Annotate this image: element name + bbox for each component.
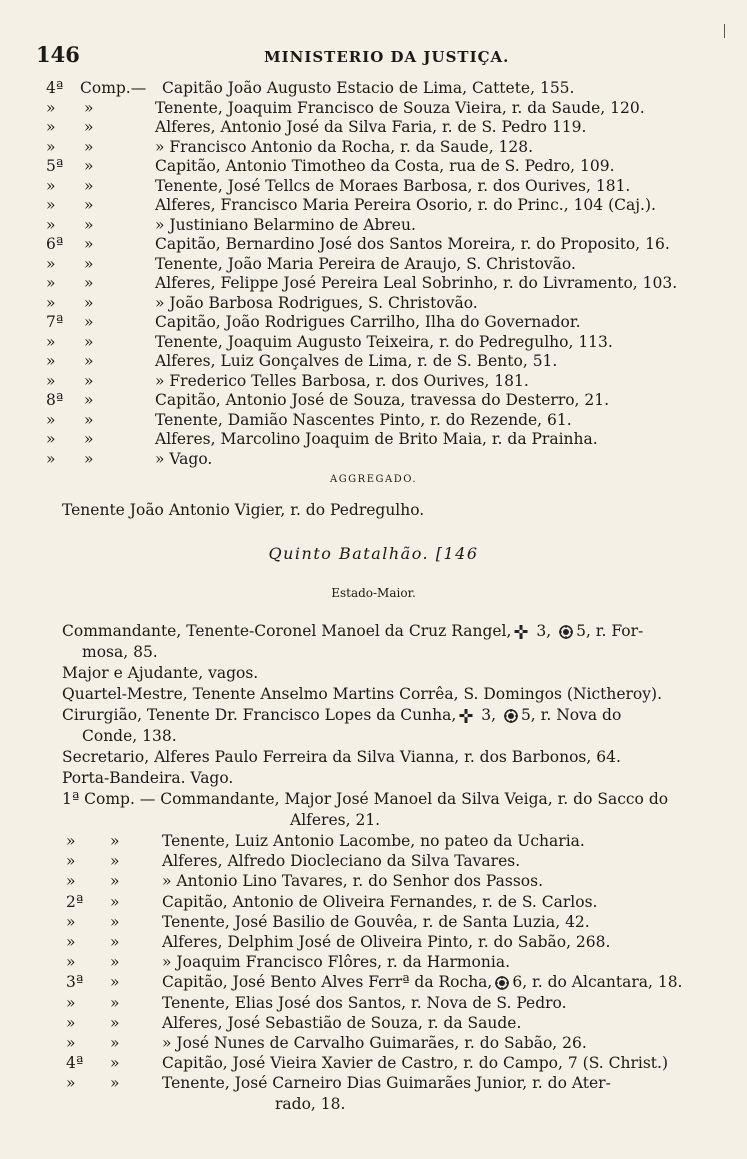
company-number: » [66,1034,76,1052]
staff-text-part: Cirurgião, Tenente Dr. Francisco Lopes da Cunha, [62,706,457,724]
company-number: » [46,449,56,468]
entry-text-part: Alferes, Antonio José da Silva Faria, r. de S. Pedro 119. [155,118,587,136]
ditto-mark: » [84,293,94,312]
company-number: 7ª [46,313,64,331]
entry-text-part: » Frederico Telles Barbosa, r. dos Ourives, 181. [155,371,529,390]
entry-text-part: Tenente, José Tellcs de Moraes Barbosa, r. dos Ourives, 181. [155,176,631,195]
page-number: 146 [36,42,80,67]
entry-text-part: Tenente, Luiz Antonio Lacombe, no pateo da Ucharia. [162,832,585,850]
entry-text-part: Tenente, Elias José dos Santos, r. Nova de S. Pedro. [162,993,567,1012]
ditto-mark: » [84,235,94,253]
entry-text [162,1013,521,1033]
cross-icon [458,708,474,724]
entry-text [162,831,585,851]
ditto-mark: » [84,118,94,136]
ditto-mark: » [110,973,120,992]
staff-text-part: Alferes, 21. [290,811,381,829]
entry-text-part: Tenente, José Carneiro Dias Guimarães Junior, r. do Ater- [162,1074,611,1093]
company-number: » [46,430,56,448]
company-number: » [46,352,56,370]
company-number: 5ª [46,157,64,175]
ditto-mark: » [84,371,94,390]
entry-text-part: Capitão João Augusto Estacio de Lima, Cattete, 155. [162,79,575,97]
company-number: » [46,118,56,136]
entry-text [162,1053,668,1073]
ditto-mark: » [84,98,94,117]
company-number: » [66,1013,76,1032]
entry-text [162,1073,611,1093]
entry-text [155,410,572,430]
company-number: 3ª [66,973,84,992]
order-rose-icon [494,975,510,991]
battalion-title: Quinto Batalhão. [146 [268,544,479,563]
staff-entry [62,663,258,683]
ditto-mark: » [110,1034,120,1052]
company-number: 8ª [46,391,64,409]
company-number: 6ª [46,235,64,253]
entry-text [155,156,615,176]
company-number: » [66,1074,76,1093]
staff-entry [62,705,621,725]
company-number: » [66,993,76,1012]
ditto-mark: » [110,872,120,891]
staff-entry [62,789,668,809]
ditto-mark: » [84,391,94,409]
entry-text [155,234,670,254]
company-number: » [66,852,76,871]
entry-text [155,254,576,274]
entry-text-part: Capitão, Antonio Timotheo da Costa, rua de S. Pedro, 109. [155,157,615,175]
entry-text-part: Capitão, Bernardino José dos Santos Moreira, r. do Proposito, 16. [155,235,670,253]
company-number: » [46,293,56,312]
ditto-mark: » [84,254,94,273]
entry-text-part: Capitão, João Rodrigues Carrilho, Ilha do Governador. [155,313,581,331]
entry-text [162,1033,587,1053]
staff-text-part: 1ª Comp. — Commandante, Major José Manoel da Silva Veiga, r. do Sacco do [62,790,669,808]
entry-text [155,351,557,371]
staff-entry [62,684,662,704]
staff-text-part: 3, [476,706,501,724]
entry-text-part: Alferes, Francisco Maria Pereira Osorio, r. do Princ., 104 (Caj.). [155,196,656,214]
ditto-mark: » [84,176,94,195]
staff-text-part: Quartel-Mestre, Tenente Anselmo Martins Corrêa, S. Domingos (Nictheroy). [62,685,662,703]
entry-text [155,273,677,293]
entry-text-part: Tenente, Joaquim Francisco de Souza Vieira, r. da Saude, 120. [155,98,645,117]
company-number: » [46,176,56,195]
company-number: 4ª [66,1054,84,1073]
entry-text-part: Capitão, Antonio José de Souza, travessa do Desterro, 21. [155,391,610,409]
company-number: » [46,254,56,273]
company-number: » [46,215,56,234]
staff-heading: Estado-Maior. [331,586,416,600]
staff-text-part: 5, r. For- [576,622,644,640]
company-number: » [66,872,76,891]
entry-text-part: Alferes, Luiz Gonçalves de Lima, r. de S. Bento, 51. [155,352,558,370]
company-number: 4ª [46,79,64,97]
staff-text-part: Porta-Bandeira. Vago. [62,769,234,787]
entry-text [155,390,609,410]
entry-text [155,312,581,332]
aggregado-entry: Tenente João Antonio Vigier, r. do Pedregulho. [62,501,425,519]
staff-text-part: Major e Ajudante, vagos. [62,664,259,682]
ditto-mark: » [110,953,120,972]
company-number: » [46,410,56,429]
company-number: » [66,912,76,931]
staff-text-part: Commandante, Tenente-Coronel Manoel da Cruz Rangel, [62,622,512,640]
staff-text-part: mosa, 85. [82,643,158,661]
entry-text [155,195,656,215]
company-number: » [46,98,56,117]
entry-text [155,449,212,469]
entry-text-part: » João Barbosa Rodrigues, S. Christovão. [155,293,478,312]
ditto-mark: » [110,933,120,951]
staff-text-part: Conde, 138. [82,727,177,745]
ditto-mark: » [110,1013,120,1032]
ditto-mark: » [110,852,120,871]
staff-entry [82,726,177,746]
entry-text-part: Tenente, Damião Nascentes Pinto, r. do Rezende, 61. [155,410,572,429]
staff-entry [290,810,380,830]
running-title: MINISTERIO DA JUSTIÇA. [264,48,510,66]
entry-text [162,78,574,98]
entry-text [162,952,510,972]
ditto-mark: » [84,332,94,351]
staff-text-part: 3, [531,622,557,640]
cross-icon [513,624,529,640]
entry-text [162,912,590,932]
ditto-mark: » [84,157,94,175]
staff-entry [82,642,158,662]
staff-text-part: 5, r. Nova do [520,706,622,724]
order-rose-icon [503,708,519,724]
entry-text-part: » Justiniano Belarmino de Abreu. [155,215,416,234]
order-rose-icon [558,624,574,640]
entry-text [155,98,645,118]
entry-text-part: Tenente, José Basilio de Gouvêa, r. de Santa Luzia, 42. [162,912,590,931]
staff-entry [62,768,233,788]
entry-text [155,117,586,137]
entry-text-part: Alferes, Alfredo Diocleciano da Silva Tavares. [162,852,521,871]
ditto-mark: » [84,274,94,292]
entry-text-part: 6, r. do Alcantara, 18. [512,973,683,992]
entry-text-part: Alferes, Delphim José de Oliveira Pinto, r. do Sabão, 268. [162,933,611,951]
ditto-mark: » [110,912,120,931]
entry-text [155,176,630,196]
entry-text-part: » Antonio Lino Tavares, r. do Senhor dos Passos. [162,872,543,891]
staff-entry [62,747,621,767]
entry-text-part: Capitão, José Bento Alves Ferrª da Rocha, [162,973,493,992]
company-number: » [46,137,56,156]
ditto-mark: » [84,410,94,429]
page-edge-mark [724,24,725,38]
entry-text-part: Capitão, José Vieira Xavier de Castro, r. do Campo, 7 (S. Christ.) [162,1054,668,1073]
entry-text-part: rado, 18. [275,1094,346,1113]
entry-text [155,332,613,352]
company-number: » [46,371,56,390]
entry-text [162,892,597,912]
entry-text [155,293,478,313]
ditto-mark: » [84,137,94,156]
ditto-mark: » [84,196,94,214]
staff-entry [62,621,643,641]
entry-text [155,215,416,235]
ditto-mark: » [84,313,94,331]
entry-text [275,1094,345,1114]
ditto-mark: » [84,430,94,448]
entry-text-part: Tenente, João Maria Pereira de Araujo, S. Christovão. [155,254,576,273]
ditto-mark: » [84,449,94,468]
company-number: » [46,196,56,214]
entry-text [162,871,543,891]
company-number: » [66,832,76,850]
ditto-mark: » [110,892,120,911]
entry-text [162,932,610,952]
company-number: » [46,332,56,351]
entry-text-part: » Francisco Antonio da Rocha, r. da Saude, 128. [155,137,534,156]
ditto-mark: » [84,352,94,370]
entry-text [155,137,533,157]
ditto-mark: » [110,1074,120,1093]
ditto-mark: » [110,993,120,1012]
entry-text-part: Alferes, Marcolino Joaquim de Brito Maia, r. da Prainha. [155,430,598,448]
page-header [36,42,716,72]
company-number: » [66,933,76,951]
entry-text [162,993,567,1013]
aggregado-heading: AGGREGADO. [329,474,418,485]
company-number: 2ª [66,892,84,911]
entry-text [162,972,682,992]
ditto-mark: » [84,215,94,234]
entry-text-part: Tenente, Joaquim Augusto Teixeira, r. do Pedregulho, 113. [155,332,613,351]
company-number: » [46,274,56,292]
entry-text-part: » Joaquim Francisco Flôres, r. da Harmonia. [162,953,510,972]
entry-text [155,371,529,391]
entry-text-part: Capitão, Antonio de Oliveira Fernandes, r. de S. Carlos. [162,892,598,911]
ditto-mark: » [110,832,120,850]
staff-text-part: Secretario, Alferes Paulo Ferreira da Silva Vianna, r. dos Barbonos, 64. [62,748,621,766]
entry-text-part: Alferes, Felippe José Pereira Leal Sobrinho, r. do Livramento, 103. [155,274,678,292]
entry-text [155,429,598,449]
entry-text-part: » José Nunes de Carvalho Guimarães, r. do Sabão, 26. [162,1034,587,1052]
entry-text [162,851,520,871]
company-number: » [66,953,76,972]
ditto-mark: » [110,1054,120,1073]
entry-text-part: Alferes, José Sebastião de Souza, r. da Saude. [162,1013,522,1032]
entry-text-part: » Vago. [155,449,213,468]
ditto-mark: Comp.— [80,79,147,97]
